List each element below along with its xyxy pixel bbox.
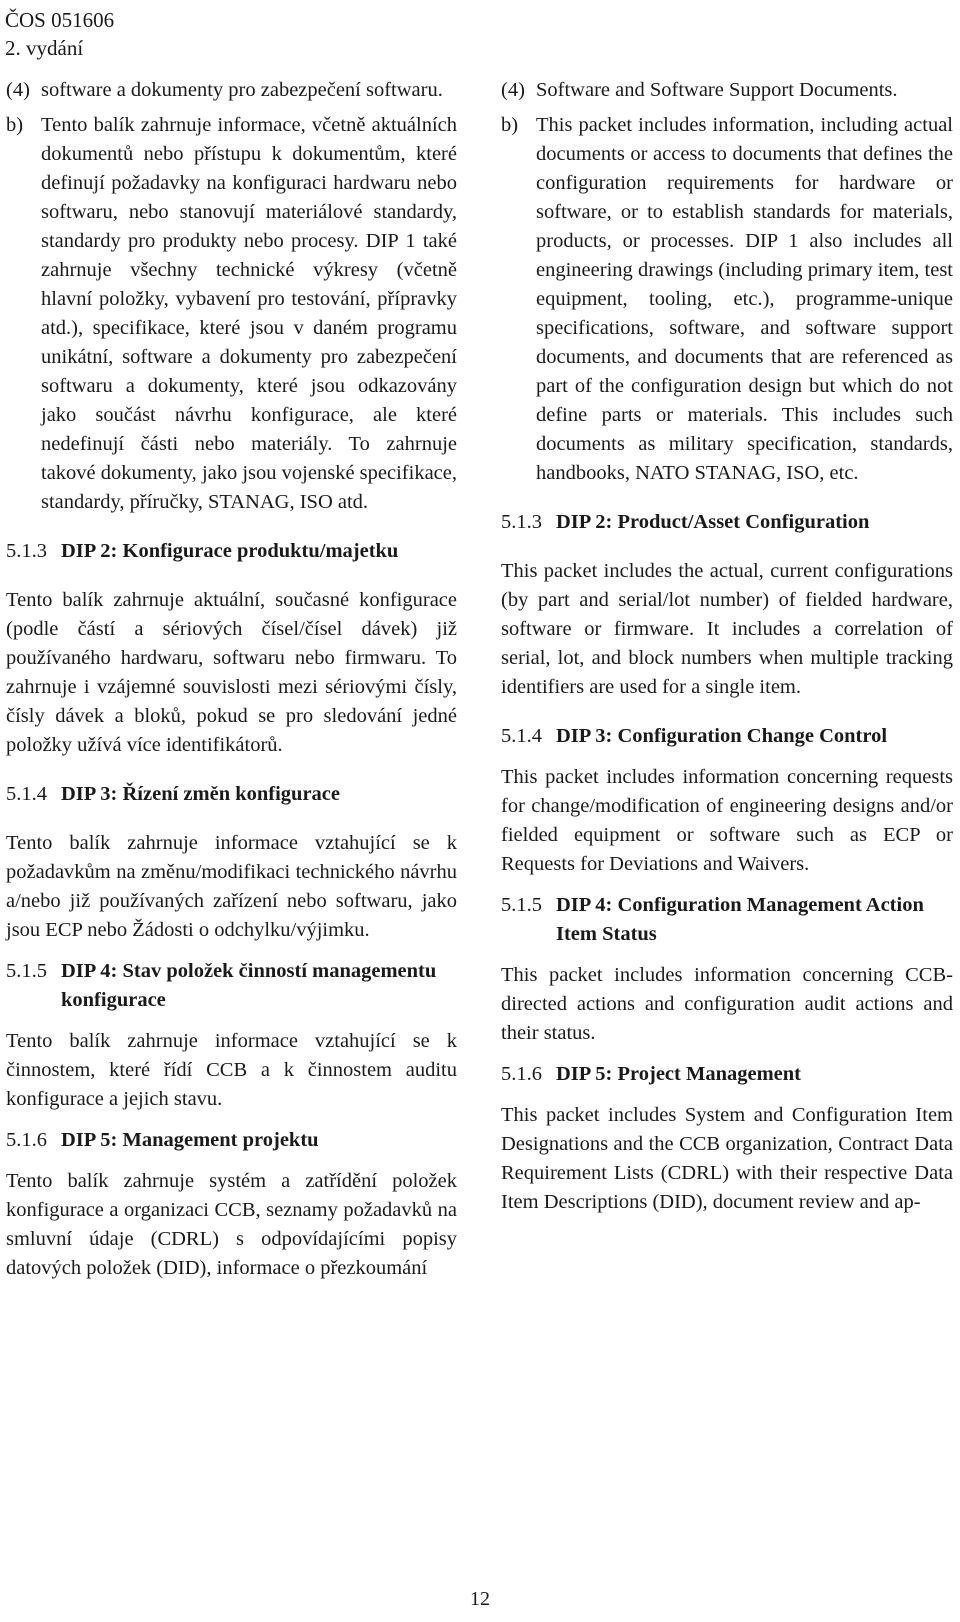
section-title: DIP 2: Konfigurace produktu/majetku [61,540,399,562]
section-number: 5.1.6 [6,1129,47,1151]
section-heading-514 [6,780,457,809]
section-heading-514 [501,722,953,751]
section-number: 5.1.5 [501,894,542,916]
section-title: DIP 4: Stav položek činností managementu konfigurace [61,960,437,1011]
item-text: This packet includes information, including actual documents or access to documents that defines the configuration requirements for hardware or software, or to establish standards for materials, products, or processes. DIP 1 also includes all engineering drawings (including primary item, test equipment, tooling, etc.), programme-unique specifications, software, and software support documents, and documents that are referenced as part of the configuration design but which do not define parts or materials. This includes such documents as military specification, standards, handbooks, NATO STANAG, ISO, etc. [536,114,953,484]
section-number: 5.1.6 [501,1063,542,1085]
section-number: 5.1.4 [501,725,542,747]
section-heading-513 [501,508,953,537]
section-body-513: This packet includes the actual, current configurations (by part and serial/lot number) of fielded hardware, software or firmware. It includes a correlation of serial, lot, and block numbers when multiple tracking identifiers are used for a single item. [501,560,953,698]
section-body-515: Tento balík zahrnuje informace vztahující se k činnostem, které řídí CCB a k činnostem auditu konfigurace a jejich stavu. [6,1030,457,1110]
czech-column [6,76,457,1283]
list-item-b [501,111,953,488]
list-item-4 [6,76,457,105]
section-number: 5.1.3 [501,511,542,533]
document-edition: 2. vydání [5,36,84,60]
item-text: Software and Software Support Documents. [536,79,898,101]
item-label: (4) [501,79,525,101]
section-title: DIP 4: Configuration Management Action Item Status [556,894,924,945]
section-title: DIP 3: Řízení změn konfigurace [61,783,340,805]
list-item-4 [501,76,953,105]
section-title: DIP 5: Management projektu [61,1129,319,1151]
section-heading-515 [6,957,457,1015]
section-number: 5.1.5 [6,960,47,982]
section-body-515: This packet includes information concerning CCB-directed actions and configuration audit actions and their status. [501,964,953,1044]
section-body-513: Tento balík zahrnuje aktuální, současné konfigurace (podle částí a sériových čísel/čísel dávek) již používaného hardwaru, softwaru nebo firmwaru. To zahrnuje i vzájemné souvislosti mezi sériovými čísly, čísly dávek a bloků, pokud se pro sledování jedné položky užívá více identifikátorů. [6,589,457,756]
item-label: b) [501,114,519,136]
document-code: ČOS 051606 [5,8,115,32]
english-column [501,76,953,1217]
list-item-b [6,111,457,517]
section-number: 5.1.3 [6,540,47,562]
section-title: DIP 5: Project Management [556,1063,801,1085]
document-header [5,6,114,62]
section-body-514: This packet includes information concerning requests for change/modification of engineering designs and/or fielded equipment or software such as ECP or Requests for Deviations and Waivers. [501,766,953,875]
section-body-514: Tento balík zahrnuje informace vztahující se k požadavkům na změnu/modifikaci technického návrhu a/nebo již používaných zařízení nebo softwaru, jako jsou ECP nebo Žádosti o odchylku/výjimku. [6,832,457,941]
page-number: 12 [470,1588,490,1610]
section-title: DIP 2: Product/Asset Configuration [556,511,870,533]
item-text: Tento balík zahrnuje informace, včetně aktuálních dokumentů nebo přístupu k dokumentům, které definují požadavky na konfiguraci hardwaru nebo softwaru, nebo stanovují materiálové standardy, standardy pro produkty nebo procesy. DIP 1 také zahrnuje všechny technické výkresy (včetně hlavní položky, vybavení pro testování, přípravky atd.), specifikace, které jsou v daném programu unikátní, software a dokumenty pro zabezpečení softwaru a dokumenty, které jsou odkazovány jako součást návrhu konfigurace, ale které nedefinují části nebo materiály. To zahrnuje takové dokumenty, jako jsou vojenské specifikace, standardy, příručky, STANAG, ISO atd. [41,114,457,513]
section-heading-513 [6,537,457,566]
item-text: software a dokumenty pro zabezpečení softwaru. [41,79,443,101]
section-body-516: This packet includes System and Configuration Item Designations and the CCB organization, Contract Data Requirement Lists (CDRL) with their respective Data Item Descriptions (DID), document review and ap- [501,1104,953,1213]
section-heading-516 [501,1060,953,1089]
item-label: b) [6,114,24,136]
section-heading-515 [501,891,953,949]
section-number: 5.1.4 [6,783,47,805]
section-title: DIP 3: Configuration Change Control [556,725,888,747]
item-label: (4) [6,79,30,101]
section-body-516: Tento balík zahrnuje systém a zatřídění položek konfigurace a organizaci CCB, seznamy požadavků na smluvní údaje (CDRL) s odpovídajícími popisy datových položek (DID), informace o přezkoumání [6,1170,457,1279]
section-heading-516 [6,1126,457,1155]
